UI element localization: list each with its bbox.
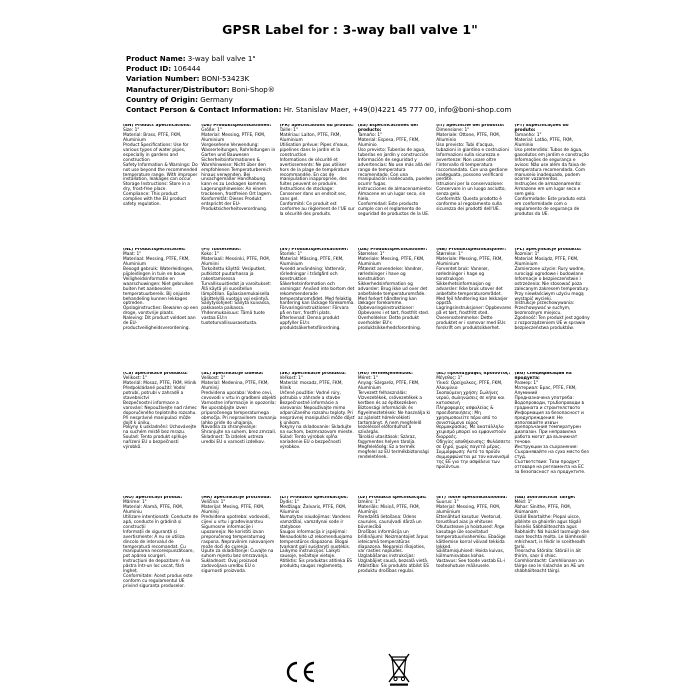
spec-line: Informações de segurança e avisos: Não use além da faixa de temperatura recomendada. Com manuseio inadequado, podem ocorrer vazamentos. bbox=[514, 157, 586, 183]
spec-line: Conformidade: Este produto está em conformidade com o regulamento de segurança de produtos da UE. bbox=[514, 197, 586, 218]
info-value: Germany bbox=[200, 94, 233, 104]
spec-block bbox=[358, 124, 436, 248]
spec-line: Size: 1" bbox=[123, 127, 140, 133]
spec-line: Materiál: mosadz, PTFE, FKM, hliník bbox=[279, 380, 343, 391]
info-value: 106444 bbox=[173, 64, 201, 74]
spec-line: Material: Latão, PTFE, FKM, Alumínio bbox=[514, 137, 573, 148]
spec-heading: (GA) Sonraíochtaí Táirge: bbox=[514, 496, 576, 500]
spec-line: Veličina: 1" bbox=[201, 499, 226, 505]
spec-line: Atitiktis: Šis produktas atitinka ES produktų saugos reglamentą. bbox=[279, 559, 353, 570]
spec-line: Koko: 1" bbox=[201, 251, 220, 257]
spec-line: Velikost: 1" bbox=[123, 375, 148, 381]
spec-line: Säilitamisjuhised: Hoida kuivas, külmumisvabas kohas. bbox=[436, 549, 505, 560]
spec-heading: (CS) Specifikace produktu: bbox=[123, 372, 188, 376]
spec-line: Materiál: Mosaz, PTFE, FKM, Hliník bbox=[123, 380, 197, 386]
spec-line: Lagerungshinweise: An einem trockenen, frostfreien Ort lagern. bbox=[201, 187, 273, 198]
spec-line: Størrelse: 1" bbox=[357, 251, 385, 257]
spec-line: Predvidena uporaba: Vodne cevi, cevovodi v vrtu in gradbeni objekti bbox=[201, 390, 277, 401]
spec-line: Istruzioni per la conservazione: Conservare in un luogo asciutto, senza gelo. bbox=[436, 182, 506, 198]
spec-block bbox=[514, 124, 592, 248]
spec-heading: (LT) Produkto specifikacijos: bbox=[279, 496, 348, 500]
weee-crossed-bin-icon bbox=[384, 650, 414, 686]
spec-line: Mărime: 1" bbox=[123, 499, 147, 505]
spec-block bbox=[514, 372, 592, 496]
spec-line: Säkerhetsinformation och varningar: Använd inte bortom det rekommenderade temperaturområdet. Med felaktig hantering kan läckage förekomma. bbox=[279, 281, 355, 307]
info-value: BONI-53423K bbox=[201, 74, 250, 84]
spec-line: Bezpečnostní informace a varování: Nepoužívejte nad rámec doporučeného teplotního rozsahu. Při nesprávné manipulaci může dojít k úniku. bbox=[123, 400, 197, 426]
spec-line: Upute za skladištenje: Čuvajte na suhom mjestu bez smrzavanja. bbox=[201, 549, 274, 560]
spec-block bbox=[201, 496, 279, 620]
spec-line: Tarkoitettu käyttö: Vesiputket, putkistot puutarhassa ja rakentamisessa bbox=[201, 266, 266, 282]
spec-line: Utilisation prévue: Pipes d'eaux, pipelines dans le jardin et la construction bbox=[279, 142, 349, 158]
spec-line: Conformité: Ce produit est conforme au règlement de l'UE sur la sécurité des produits. bbox=[279, 202, 355, 218]
spec-line: Megfelelőség: Ez a termék megfelel az EU termékbiztonsági rendeletének. bbox=[357, 445, 429, 461]
info-row-name bbox=[126, 54, 686, 64]
spec-line: Atbilstība: Šis produkts atbilst ES produktu drošības regulai. bbox=[357, 564, 429, 575]
spec-line: Soulad: Tento produkt splňuje nařízení EU o bezpečnosti výrobků. bbox=[123, 435, 187, 451]
spec-line: Sigurnosne informacije i upozorenja: Ne koristiti izvan preporučenog temperaturnog raspona. Nepravilnim rukovanjem može doći do curenja. bbox=[201, 524, 275, 550]
spec-line: Uso previsto: Tubi d'acqua, tubazioni in giardino e costruzioni bbox=[436, 142, 509, 153]
spec-block bbox=[436, 496, 514, 620]
spec-grid bbox=[123, 124, 593, 620]
spec-line: Uso pretendido: Tubos de água, gasodutos em jardim e construção bbox=[514, 147, 590, 158]
spec-line: Tervezett felhasználás: Vízvezetékek, csővezetékek a kertben és az építkezésben bbox=[357, 390, 423, 406]
spec-line: Veiligheidsinformatie en waarschuwingen: Niet gebruiken buiten het aanbevolen temperatuurbereik. Bij onjuiste behandeling kunnen lekkages optreden. bbox=[123, 276, 194, 307]
spec-heading: (SV) Produktspecifikationer: bbox=[279, 248, 349, 252]
spec-line: Maat: 1" bbox=[123, 251, 142, 257]
spec-line: Instrucciones de almacenamiento: Almacene en un lugar seco, sin hielo. bbox=[357, 187, 433, 203]
spec-line: Material: Mässing, PTFE, FKM, Aluminium bbox=[279, 256, 344, 267]
spec-line: Yhdenmukaisuus: Tämä tuote vastaa EU:n tuoteturvallisuusasetusta. bbox=[201, 311, 265, 327]
spec-line: Οδηγίες αποθήκευσης: Φυλάσσετε σε ξηρό, χωρίς παγετό μέρος. bbox=[436, 440, 511, 451]
page-title: GPSR Label for : 3-way ball valve 1" bbox=[222, 22, 478, 37]
spec-line: Material: Alamă, PTFE, FKM, Aluminiu bbox=[123, 504, 184, 515]
spec-line: Størrelse: 1" bbox=[436, 251, 463, 257]
spec-line: Forventet bruk: Vannrør, rørledninger i hage og konstruksjon bbox=[436, 266, 489, 282]
spec-block bbox=[123, 124, 201, 248]
spec-line: Materiaali: Messinki, PTFE, FKM, Alumiini bbox=[201, 256, 271, 267]
spec-line: Izmērs: 1" bbox=[357, 499, 380, 505]
spec-line: Suurus: 1" bbox=[436, 499, 459, 505]
spec-line: Treoracha Stórála: Stóráil in áit thirim, saor ó shioc. bbox=[514, 549, 581, 560]
spec-block bbox=[123, 372, 201, 496]
spec-line: Skladnost: Ta izdelek ustreza uredbi EU o varnosti izdelkov. bbox=[201, 435, 265, 446]
spec-line: Sukladnost: Ovaj proizvod zadovoljava uredbu EU o sigurnosti proizvoda. bbox=[201, 559, 258, 575]
spec-line: Informații de siguranță și avertismente: A nu se utiliza dincolo de intervalul de temperatură recomandat. Cu manipularea necorespunzătoare, pot apărea scurgeri. bbox=[123, 529, 194, 560]
spec-line: Material: Messing, PTFE, FKM, Aluminium bbox=[201, 132, 266, 143]
spec-heading: (PL) Specyfikacje produktu: bbox=[514, 248, 582, 252]
info-row-manufacturer bbox=[126, 85, 686, 95]
spec-line: Materijal: Mesing, PTFE, FKM, Aluminij bbox=[201, 504, 265, 515]
info-value: Boni-Shop® bbox=[231, 84, 275, 94]
spec-heading: (EN) Product Specifications: bbox=[123, 124, 191, 128]
spec-block bbox=[280, 248, 358, 372]
spec-line: Materiāls: Misiņš, PTFE, FKM, Alumīnijs bbox=[357, 504, 420, 515]
spec-heading: (DE) Produktspezifikationen: bbox=[201, 124, 272, 128]
spec-heading: (EL) Προδιαγραφές προϊόντος: bbox=[436, 372, 511, 376]
spec-line: Rozmiar: 1" bbox=[514, 251, 540, 257]
spec-line: Materiaal: Messing, PTFE, FKM, Aluminium bbox=[123, 256, 190, 267]
spec-line: Dydis: 1" bbox=[279, 499, 300, 505]
spec-line: Информация за безопасност и предупреждения: Не използвайте извън препоръчания температурен диапазон. При неправилна работа могат да възникнат течове. bbox=[514, 410, 584, 446]
info-value: 3-way ball valve 1" bbox=[187, 54, 256, 63]
spec-line: Conformità: Questo prodotto è conforme al regolamento sulla sicurezza dei prodotti dell'UE. bbox=[436, 197, 502, 213]
spec-heading: (RO) Specificații produs: bbox=[123, 496, 183, 500]
spec-line: Laikymo instrukcijos: Laikyti sausoje, nešaltoje vietoje. bbox=[279, 549, 341, 560]
spec-line: Material: Brass, PTFE, FKM, Aluminium bbox=[123, 132, 182, 143]
spec-line: Uso previsto: Tuberías de agua, tuberías en jardín y construcción bbox=[357, 147, 429, 158]
spec-line: Vastavus: See toode vastab EL-i tooteohutuse määrusele. bbox=[436, 559, 505, 570]
spec-heading: (ET) Toote spetsifikatsioonid: bbox=[436, 496, 508, 500]
info-key: Manufacturer/Distributor: bbox=[126, 84, 230, 94]
spec-line: Storage Instructions: Store in a dry, frost-free place. bbox=[123, 182, 190, 193]
spec-line: Safety Information & Warnings: Do not use beyond the recommended temperature range. With improper installation, leakages can occur. bbox=[123, 162, 198, 183]
spec-line: Información de seguridad y advertencias: No use más allá del rango de temperatura recomendado. Con una manipulación inadecuada, pueden ocurrir fugas. bbox=[357, 157, 433, 188]
spec-line: Tamanho: 1" bbox=[514, 132, 542, 138]
spec-heading: (FI) Tuotetiedot: bbox=[201, 248, 241, 252]
spec-line: Предназначена употреба: Водопроводи, тръбопроводи в градината и строителството bbox=[514, 395, 585, 411]
spec-line: Σκοπούμενη χρήση: Σωλήνες νερού, σωληνώσεις σε κήπο και κατασκευή bbox=[436, 390, 505, 406]
spec-line: Beoogd gebruik: Waterleidingen, pijpleidingen in tuin en bouw bbox=[123, 266, 194, 277]
spec-line: Konformität: Dieses Produkt entspricht der EU-Produktsicherheitsverordnung. bbox=[201, 197, 268, 213]
spec-heading: (NB) Produktspesifikasjoner: bbox=[436, 248, 507, 252]
spec-line: Vorgesehene Verwendung: Wasserleitungen, Rohrleitungen in Garten und Bauwesen bbox=[201, 142, 276, 158]
spec-heading: (HR) Specifikacije proizvoda: bbox=[201, 496, 272, 500]
spec-line: Veľkosť: 1" bbox=[279, 375, 303, 381]
spec-line: Μέγεθος: 1" bbox=[436, 375, 463, 381]
spec-line: Zgodność: Ten produkt jest zgodny z rozporządzeniem UE w sprawie bezpieczeństwa produktów. bbox=[514, 316, 590, 332]
spec-block bbox=[436, 124, 514, 248]
spec-block bbox=[201, 124, 279, 248]
spec-line: Sikkerhetsinformasjon og advarsler: Ikke bruk utover det anbefalte temperaturområdet. Med feil håndtering kan lekkasjer oppstå. bbox=[436, 281, 508, 307]
spec-line: Uzglabāšanas instrukcijas: Uzglabājiet sausā, bezsalā vietā. bbox=[357, 554, 429, 565]
spec-line: Материал: Брас, PTFE, FKM, Алуминий bbox=[514, 385, 577, 396]
spec-line: Material: Espesa, PTFE, FKM, Aluminio bbox=[357, 137, 420, 148]
spec-line: Ettenähtud kasutus: Veetorud, torustikud aias ja ehituses bbox=[436, 514, 502, 525]
info-row-id bbox=[126, 64, 686, 74]
spec-block bbox=[514, 248, 592, 372]
spec-heading: (IT) Specifiche del prodotto: bbox=[436, 124, 505, 128]
spec-line: Размер: 1" bbox=[514, 380, 539, 386]
spec-line: Säilytysohjeet: Säilytä kuivassa, pakkasela paikassa. bbox=[201, 301, 271, 312]
spec-line: Paredzētā lietošana: Ūdens caurules, cauruļvadi dārzā un būvniecībā bbox=[357, 514, 422, 530]
spec-line: Bezpečnostné informácie a varovania: Nepoužívajte mimo odporúčaného rozsahu teploty. Pri nesprávnej manipulácii môže dôjsť k únikom. bbox=[279, 400, 355, 426]
spec-heading: (HU) Termékjellemzők: bbox=[357, 372, 413, 376]
info-row-variation bbox=[126, 74, 686, 84]
spec-line: Medžiaga: Žalvaris, PTFE, FKM, Aliuminis bbox=[279, 504, 347, 515]
spec-heading: (ES) Especificaciones del producto: bbox=[357, 124, 418, 133]
spec-line: Förvaringsinstruktioner: Förvara på en torr, frostfri plats. bbox=[279, 306, 349, 317]
info-key: Product Name: bbox=[126, 54, 186, 63]
spec-line: Predviđena upotreba: vodovodi, cijevi u vrtu i građevinarstvu bbox=[201, 514, 270, 525]
spec-line: Tamaño: 1" bbox=[357, 132, 383, 138]
spec-line: Méret: 1" bbox=[357, 375, 378, 381]
spec-line: Instruções de armazenamento: Armazene em um lugar seco e sem gelo. bbox=[514, 182, 582, 198]
spec-heading: (PT) Especificações do produto: bbox=[514, 124, 569, 133]
spec-line: Overholdelse: Dette produkt overholder EU's produktsikkerhedsforordning. bbox=[357, 316, 422, 332]
spec-block bbox=[358, 248, 436, 372]
ce-mark-icon bbox=[283, 660, 317, 684]
spec-line: Tárolási utasítások: Száraz, fagymentes helyen tárolja. bbox=[357, 435, 416, 446]
spec-line: Taille: 1" bbox=[279, 127, 298, 133]
spec-line: Faisnéis Sábháilteachta agus Rabhaidh: Ná húsáid lasmuigh den raon teochta molta. Le láimhseáil mhícheart, is féidir le sceitheadh tarlú. bbox=[514, 524, 590, 550]
spec-line: Varnostne informacije in opozorila: Ne uporabljajte izven priporočenega temperaturnega območja. Pri nepravilnem ravnanju lahko pride do uhajanja. bbox=[201, 400, 277, 426]
spec-line: Påtænkt anvendelse: Vandrør, rørledninger i have og konstruktion bbox=[357, 266, 423, 282]
spec-block bbox=[280, 124, 358, 248]
spec-line: Instructions de stockage: Conserver dans un endroit sec, sans gel. bbox=[279, 187, 347, 203]
spec-line: Efterlevnad: Denna produkt uppfyller EU:s produktsäkerhetsförordning. bbox=[279, 316, 341, 332]
spec-block bbox=[358, 496, 436, 620]
spec-line: Avsedd användning: Vattenrör, rörledningar i trädgård och konstruktion bbox=[279, 266, 347, 282]
product-info bbox=[126, 54, 686, 115]
spec-block bbox=[201, 248, 279, 372]
spec-line: Informacje o bezpieczeństwie i ostrzeżenia: Nie stosować poza zalecanym zakresem temperatury. Przy niewłaściwym użyciu mogą wystąpić wycieki. bbox=[514, 276, 589, 302]
spec-line: Materiale: Ottone, PTFE, FKM, Alluminio bbox=[436, 132, 501, 143]
spec-line: Saugos informacija ir įspėjimai: Nenaudokite už rekomenduojamo temperatūros diapazono. Blogai tvarkant gali susidaryti nuotėkis. bbox=[279, 529, 353, 550]
spec-line: Biztonsági információk és figyelmeztetések: Ne használja ki az ajánlott hőmérsékleti tartományt. A nem megfelelő kezeléssel előfordulhat a szivárgás. bbox=[357, 405, 431, 436]
info-key: Contact Person & Contact Information: bbox=[126, 105, 282, 115]
spec-line: Předpokládané použití: Vodní potrubí, potrubí v zahradě a stavebnictví bbox=[123, 385, 186, 401]
spec-block bbox=[123, 248, 201, 372]
spec-line: Υλικό: Ορείχαλκος, PTFE, FKM, Αλουμίνιο bbox=[436, 380, 503, 391]
spec-line: Naleving: Dit product voldoet aan de EU-productveiligheidsverordening. bbox=[123, 316, 196, 332]
spec-heading: (LV) Produkta specifikācijas: bbox=[357, 496, 427, 500]
spec-block bbox=[280, 372, 358, 496]
spec-line: Material: Medenina, PTFE, FKM, Aluminij bbox=[201, 380, 269, 391]
spec-line: Úsáid Beartaithe: Píopaí uisce, píblínte sa ghairdín agus tógáil bbox=[514, 514, 581, 525]
spec-line: Informazioni sulla sicurezza e avvertenze: Non usare oltre l'intervallo di temperatura raccomandato. Con una gestione inadeguata, possono verificarsi perdite. bbox=[436, 152, 508, 183]
spec-line: Größe: 1" bbox=[201, 127, 222, 133]
spec-block bbox=[436, 248, 514, 372]
spec-line: Comhlíontacht: Comhlíonann an táirge seo le rialachán an AE um shábháilteacht táirgí. bbox=[514, 559, 585, 575]
spec-line: Velikost: 1" bbox=[201, 375, 226, 381]
spec-line: Materiale: Messing, PTFE, FKM, Aluminium bbox=[436, 256, 503, 267]
info-row-country bbox=[126, 95, 686, 105]
spec-block bbox=[514, 496, 592, 620]
spec-block bbox=[436, 372, 514, 496]
spec-line: Ábhar: Sínithe, PTFE, FKM, Alúmanam bbox=[514, 504, 572, 515]
spec-line: Súlad: Tento výrobok spĺňa nariadenie EÚ o bezpečnosti výrobkov. bbox=[279, 435, 341, 451]
certification-icons bbox=[0, 648, 700, 690]
info-value: Hr. Stanislav Maer, +49(0)4221 45 777 00, info@boni-shop.com bbox=[283, 105, 512, 115]
spec-line: Instrucțiuni de depozitare: A se păstra într-un loc uscat, fără îngheț. bbox=[123, 559, 191, 575]
spec-line: Materiale: Messing, PTFE, FKM, Aluminium bbox=[357, 256, 425, 267]
spec-line: Instrukcje przechowywania: Przechowywać w suchym, bezmroźnym miejscu. bbox=[514, 301, 575, 317]
spec-line: Storlek: 1" bbox=[279, 251, 303, 257]
spec-line: Materiał: Mosiądz, PTFE, FKM, Aluminium bbox=[514, 256, 579, 267]
spec-block bbox=[201, 372, 279, 496]
spec-line: Conformitate: Acest produs este conform cu regulamentul UE privind siguranța produselor. bbox=[123, 574, 193, 590]
spec-heading: (DA) Produktspecifikationer: bbox=[357, 248, 428, 252]
spec-line: Méid: 1" bbox=[514, 499, 533, 505]
spec-line: Product Specifications: Use for various types of water pipes, especially in gardens and construction bbox=[123, 142, 189, 163]
spec-line: Zamierzone użycie: Rury wodne, rurociągi ogrodowe i budowlane bbox=[514, 266, 585, 277]
spec-line: Určené použitie: Vodné rúry, potrubia v záhrade a stavbe bbox=[279, 390, 341, 401]
spec-line: Opslaginstructies: Bewaren op een droge, vorstvrije plaats. bbox=[123, 306, 199, 317]
spec-line: Drošības informācija un brīdinājumi: Neizmantojiet ārpus ieteicamā temperatūras diapazona. Nepareizi rīkojoties, var rasties noplūdes. bbox=[357, 529, 429, 555]
info-key: Country of Origin: bbox=[126, 94, 198, 104]
spec-line: Overensstemmelse: Dette produktet er i samsvar med EUs forskrift om produktsikkerhet. bbox=[436, 316, 506, 332]
spec-heading: (NL) Productspecificaties: bbox=[123, 248, 186, 252]
spec-line: Sikkerhedsinformation og advarsler: Brug ikke ud over det anbefalede temperaturområde. Med forkert håndtering kan lækager forekomme. bbox=[357, 281, 428, 307]
info-key: Variation Number: bbox=[126, 74, 200, 84]
spec-line: Инструкции за съхранение: Съхранявайте на сухо място без студ. bbox=[514, 445, 589, 461]
spec-line: Πληροφορίες ασφαλείας & προειδοποιήσεις: Μη χρησιμοποιείτε πέρα από το συνιστώμενο εύρος θερμοκρασίας. Με ακατάλληλο χειρισμό μπορεί να εμφανιστούν διαρροές. bbox=[436, 405, 506, 441]
spec-line: Anyag: Sárgaréz, PTFE, FKM, Alumínium bbox=[357, 380, 420, 391]
spec-heading: (BG) Спецификации на продукта: bbox=[514, 372, 572, 381]
spec-line: Dimensione: 1" bbox=[436, 127, 470, 133]
spec-block bbox=[358, 372, 436, 496]
spec-line: Συμμόρφωση: Αυτό το προϊόν συμμορφώνεται με τον κανονισμό της ΕΕ για την ασφάλεια των προϊόντων. bbox=[436, 450, 510, 471]
spec-line: Numatytas naudojimas: Vandens vamzdžiai, vamzdynai sode ir statybose bbox=[279, 514, 351, 530]
info-key: Product ID: bbox=[126, 64, 172, 74]
spec-block bbox=[123, 496, 201, 620]
spec-line: Pokyny k uskladnění: Uchovávejte na suchém místě bez mrazu. bbox=[123, 425, 197, 436]
spec-line: Opbevaringsinstruktioner: Opbevares i et tørt, frostfrit sted. bbox=[357, 306, 430, 317]
spec-heading: (FR) Spécifications du produit: bbox=[279, 124, 354, 128]
spec-line: Materjal: Messing, PTFE, FKM, alumiinium bbox=[436, 504, 501, 515]
spec-heading: (SL) Specifikacije izdelka: bbox=[201, 372, 264, 376]
spec-line: Съответствие: Този продукт отговаря на регламента на ЕС за безопасност на продуктите. bbox=[514, 460, 586, 476]
spec-line: Navodila za shranjevanje: Shranjujte na suhem, brez zmrzali. bbox=[201, 425, 277, 436]
info-row-contact bbox=[126, 105, 686, 115]
spec-line: Utilizare intenționată: Conducte de apă, conducte în grădină și construcții bbox=[123, 514, 199, 530]
spec-line: Pokyny na skladovanie: Skladujte na suchom, bezmrazovom mieste. bbox=[279, 425, 354, 436]
spec-line: Matériau: Laiton, PTFE, FKM, Aluminium bbox=[279, 132, 341, 143]
spec-block bbox=[280, 496, 358, 620]
spec-heading: (SK) Špecifikácie produktu: bbox=[279, 372, 346, 376]
spec-line: Lagringsinstruksjoner: Oppbevares på et tørt, frostfritt sted. bbox=[436, 306, 512, 317]
spec-line: Turvallisuustiedot ja varoitukset: Älä käytä yli suositellun lämpötilan. Epäasianmukaisella käsittelyllä vuotoja voi esiintyä. bbox=[201, 281, 272, 302]
spec-line: Sicherheitsinformationen & Warnhinweise: Nicht über den empfohlenen Temperaturbereich hinaus verwenden. Bei unsachgemäßer Handhabung kann es zu Leckagen kommen. bbox=[201, 157, 272, 188]
spec-line: Compliance: This product complies with the EU product safety regulation. bbox=[123, 192, 187, 208]
spec-line: Conformidad: Este producto cumple con el reglamento de seguridad de productos de la UE. bbox=[357, 202, 430, 218]
spec-line: Informations de sécurité et avertissements: Ne pas utiliser hors de la plage de température recommandée. En cas de manipulation inappropriée, des fuites peuvent se produire. bbox=[279, 157, 350, 188]
spec-line: Ohutusteave ja hoiatused: Ärge kasutage üle soovitatud temperatuurivahemiku. Ebaõige käitlemise korral võivad tekkida lekked. bbox=[436, 524, 506, 550]
